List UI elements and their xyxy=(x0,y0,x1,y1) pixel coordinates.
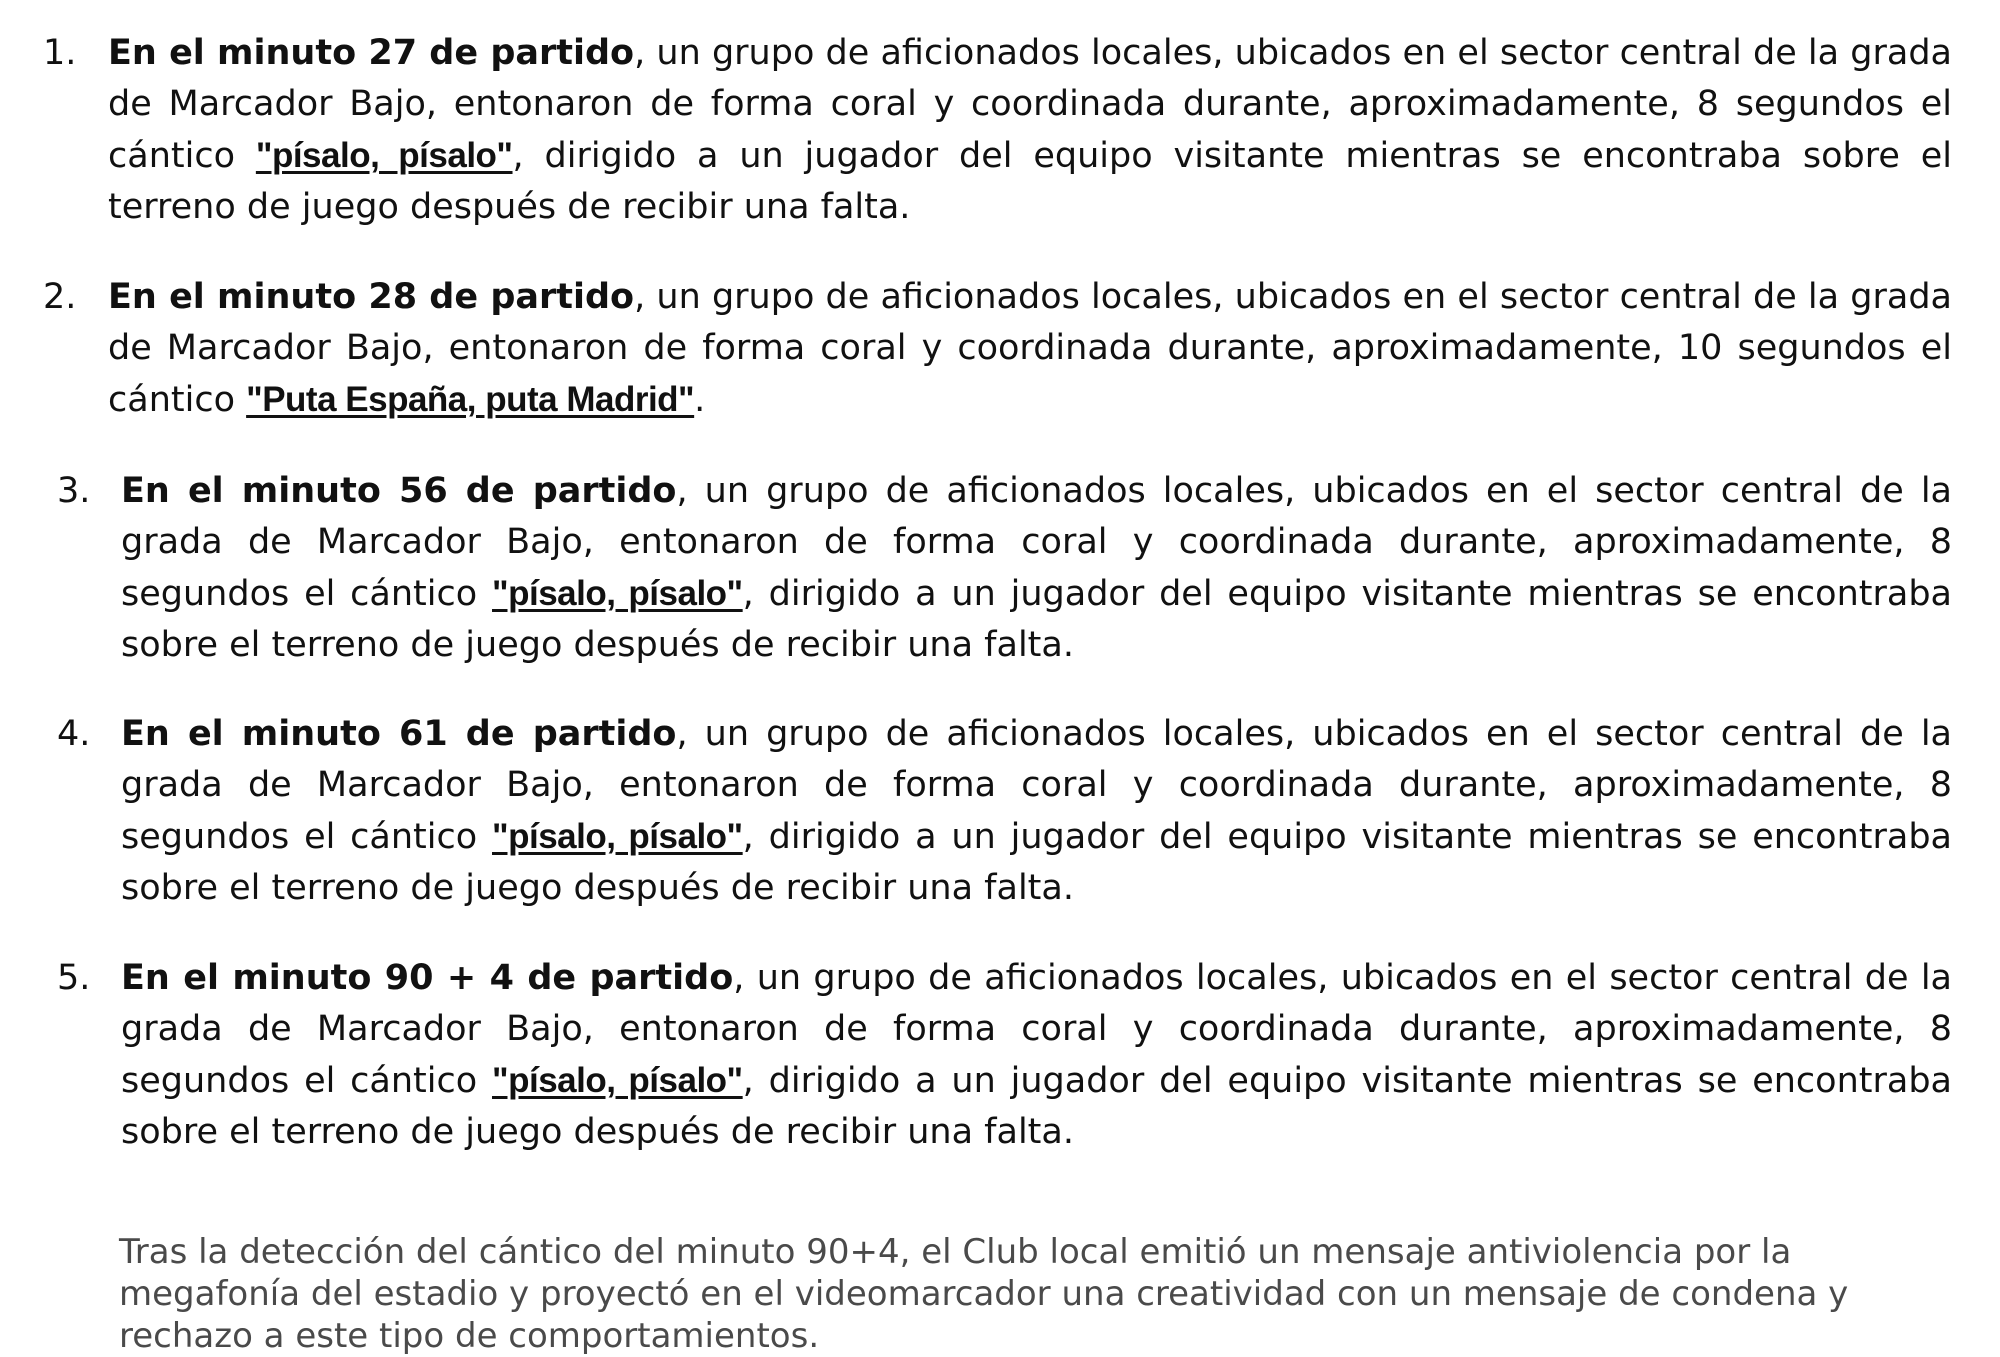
closing-note: Tras la detección del cántico del minuto 90+4, el Club local emitió un mensaje antiviolencia por la megafonía del estadio y proyectó en el videomarcador una creatividad con un mensaje de condena y rechazo a este tipo de comportamientos. xyxy=(119,1232,1849,1356)
item-number: 4. xyxy=(57,714,91,754)
item-chant: "písalo, písalo" xyxy=(492,574,743,613)
item-minute-lead: En el minuto 28 de partido xyxy=(108,277,635,317)
item-minute-lead: En el minuto 56 de partido xyxy=(121,471,677,511)
item-number: 3. xyxy=(57,471,91,511)
item-text-after: . xyxy=(694,380,706,420)
item-minute-lead: En el minuto 90 + 4 de partido xyxy=(121,958,734,998)
item-text-before: , un grupo de aficionados locales, ubicados en el sector central de la grada de Marcador Bajo, entonaron de forma coral y coordinada durante, aproximadamente, 8 segundos el cántico xyxy=(121,714,1952,857)
incident-item xyxy=(57,953,1952,1158)
item-chant: "písalo, písalo" xyxy=(255,136,513,175)
item-text-after: , dirigido a un jugador del equipo visitante mientras se encontraba sobre el terreno de juego después de recibir una falta. xyxy=(121,574,1952,665)
item-minute-lead: En el minuto 61 de partido xyxy=(121,714,677,754)
item-text-after: , dirigido a un jugador del equipo visitante mientras se encontraba sobre el terreno de juego después de recibir una falta. xyxy=(121,1061,1952,1152)
item-number: 1. xyxy=(43,33,77,73)
item-chant: "písalo, písalo" xyxy=(492,817,743,856)
item-text-before: , un grupo de aficionados locales, ubicados en el sector central de la grada de Marcador Bajo, entonaron de forma coral y coordinada durante, aproximadamente, 8 segundos el cántico xyxy=(121,958,1952,1101)
incident-item xyxy=(43,28,1952,233)
item-chant: "písalo, písalo" xyxy=(492,1061,743,1100)
item-text-before: , un grupo de aficionados locales, ubicados en el sector central de la grada de Marcador Bajo, entonaron de forma coral y coordinada durante, aproximadamente, 8 segundos el cántico xyxy=(121,471,1952,614)
item-text-after: , dirigido a un jugador del equipo visitante mientras se encontraba sobre el terreno de juego después de recibir una falta. xyxy=(121,817,1952,908)
item-chant: "Puta España, puta Madrid" xyxy=(246,380,695,419)
item-text-after: , dirigido a un jugador del equipo visitante mientras se encontraba sobre el terreno de juego después de recibir una falta. xyxy=(108,136,1952,227)
item-minute-lead: En el minuto 27 de partido xyxy=(108,33,635,73)
item-number: 2. xyxy=(43,277,77,317)
item-text-before: , un grupo de aficionados locales, ubicados en el sector central de la grada de Marcador Bajo, entonaron de forma coral y coordinada durante, aproximadamente, 10 segundos el cántico xyxy=(108,277,1952,420)
incident-item xyxy=(43,272,1952,426)
item-number: 5. xyxy=(57,958,91,998)
item-text-before: , un grupo de aficionados locales, ubicados en el sector central de la grada de Marcador Bajo, entonaron de forma coral y coordinada durante, aproximadamente, 8 segundos el cántico xyxy=(108,33,1952,176)
incident-item xyxy=(57,466,1952,671)
incident-item xyxy=(57,709,1952,914)
